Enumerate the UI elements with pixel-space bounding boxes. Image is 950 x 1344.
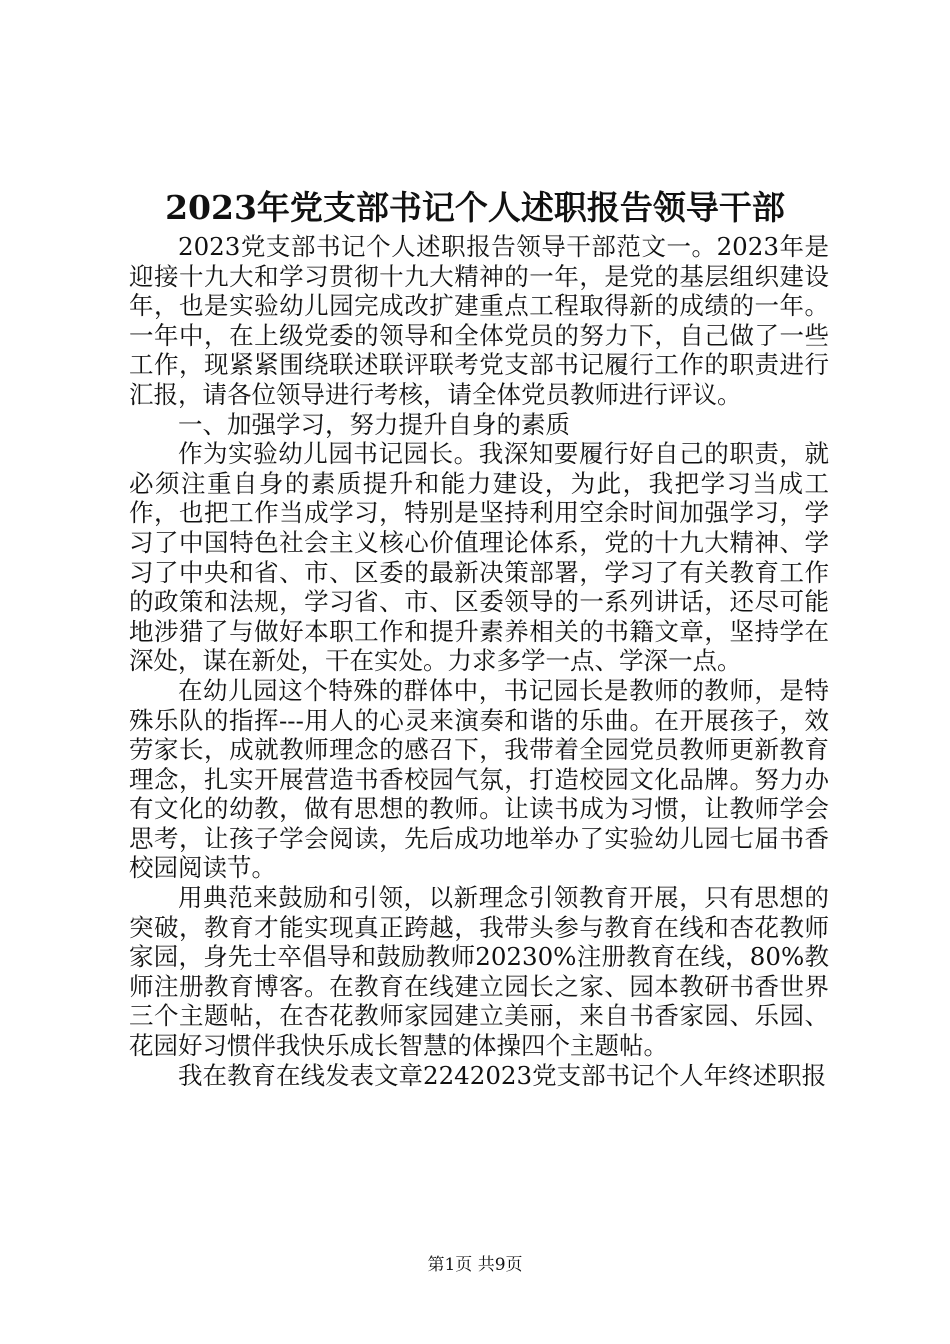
paragraph-kindergarten: 在幼儿园这个特殊的群体中，书记园长是教师的教师，是特殊乐队的指挥---用人的心灵来演奏和谐的乐曲。在开展孩子，效劳家长，成就教师理念的感召下，我带着全园党员教师更新教育理念，扎实开展营造书香校园气氛，打造校园文化品牌。努力办有文化的幼教，做有思想的教师。让读书成为习惯，让教师学会思考，让孩子学会阅读，先后成功地举办了实验幼儿园七届书香校园阅读节。 [129,675,829,883]
document-body [129,232,829,1090]
page-footer: 第1页 共9页 [427,1255,523,1275]
paragraph-example: 用典范来鼓励和引领，以新理念引领教育开展，只有思想的突破，教育才能实现真正跨越，我带头参与教育在线和杏花教师家园，身先士卒倡导和鼓励教师20230%注册教育在线，80%教师注册教育博客。在教育在线建立园长之家、园本教研书香世界三个主题帖，在杏花教师家园建立美丽，来自书香家园、乐园、花园好习惯伴我快乐成长智慧的体操四个主题帖。 [129,883,829,1061]
document-title: 2023年党支部书记个人述职报告领导干部 [165,188,785,227]
section-heading-1: 一、加强学习，努力提升自身的素质 [178,409,570,439]
paragraph-articles: 我在教育在线发表文章2242023党支部书记个人年终述职报 [178,1060,827,1090]
paragraph-intro: 2023党支部书记个人述职报告领导干部范文一。2023年是迎接十九大和学习贯彻十九大精神的一年，是党的基层组织建设年，也是实验幼儿园完成改扩建重点工程取得新的成绩的一年。一年中，在上级党委的领导和全体党员的努力下，自己做了一些工作，现紧紧围绕联述联评联考党支部书记履行工作的职责进行汇报，请各位领导进行考核，请全体党员教师进行评议。 [129,232,829,409]
paragraph-study: 作为实验幼儿园书记园长。我深知要履行好自己的职责，就必须注重自身的素质提升和能力建设，为此，我把学习当成工作，也把工作当成学习，特别是坚持利用空余时间加强学习，学习了中国特色社会主义核心价值理论体系，党的十九大精神、学习了中央和省、市、区委的最新决策部署，学习了有关教育工作的政策和法规，学习省、市、区委领导的一系列讲话，还尽可能地涉猎了与做好本职工作和提升素养相关的书籍文章，坚持学在深处，谋在新处，干在实处。力求多学一点、学深一点。 [129,439,829,676]
